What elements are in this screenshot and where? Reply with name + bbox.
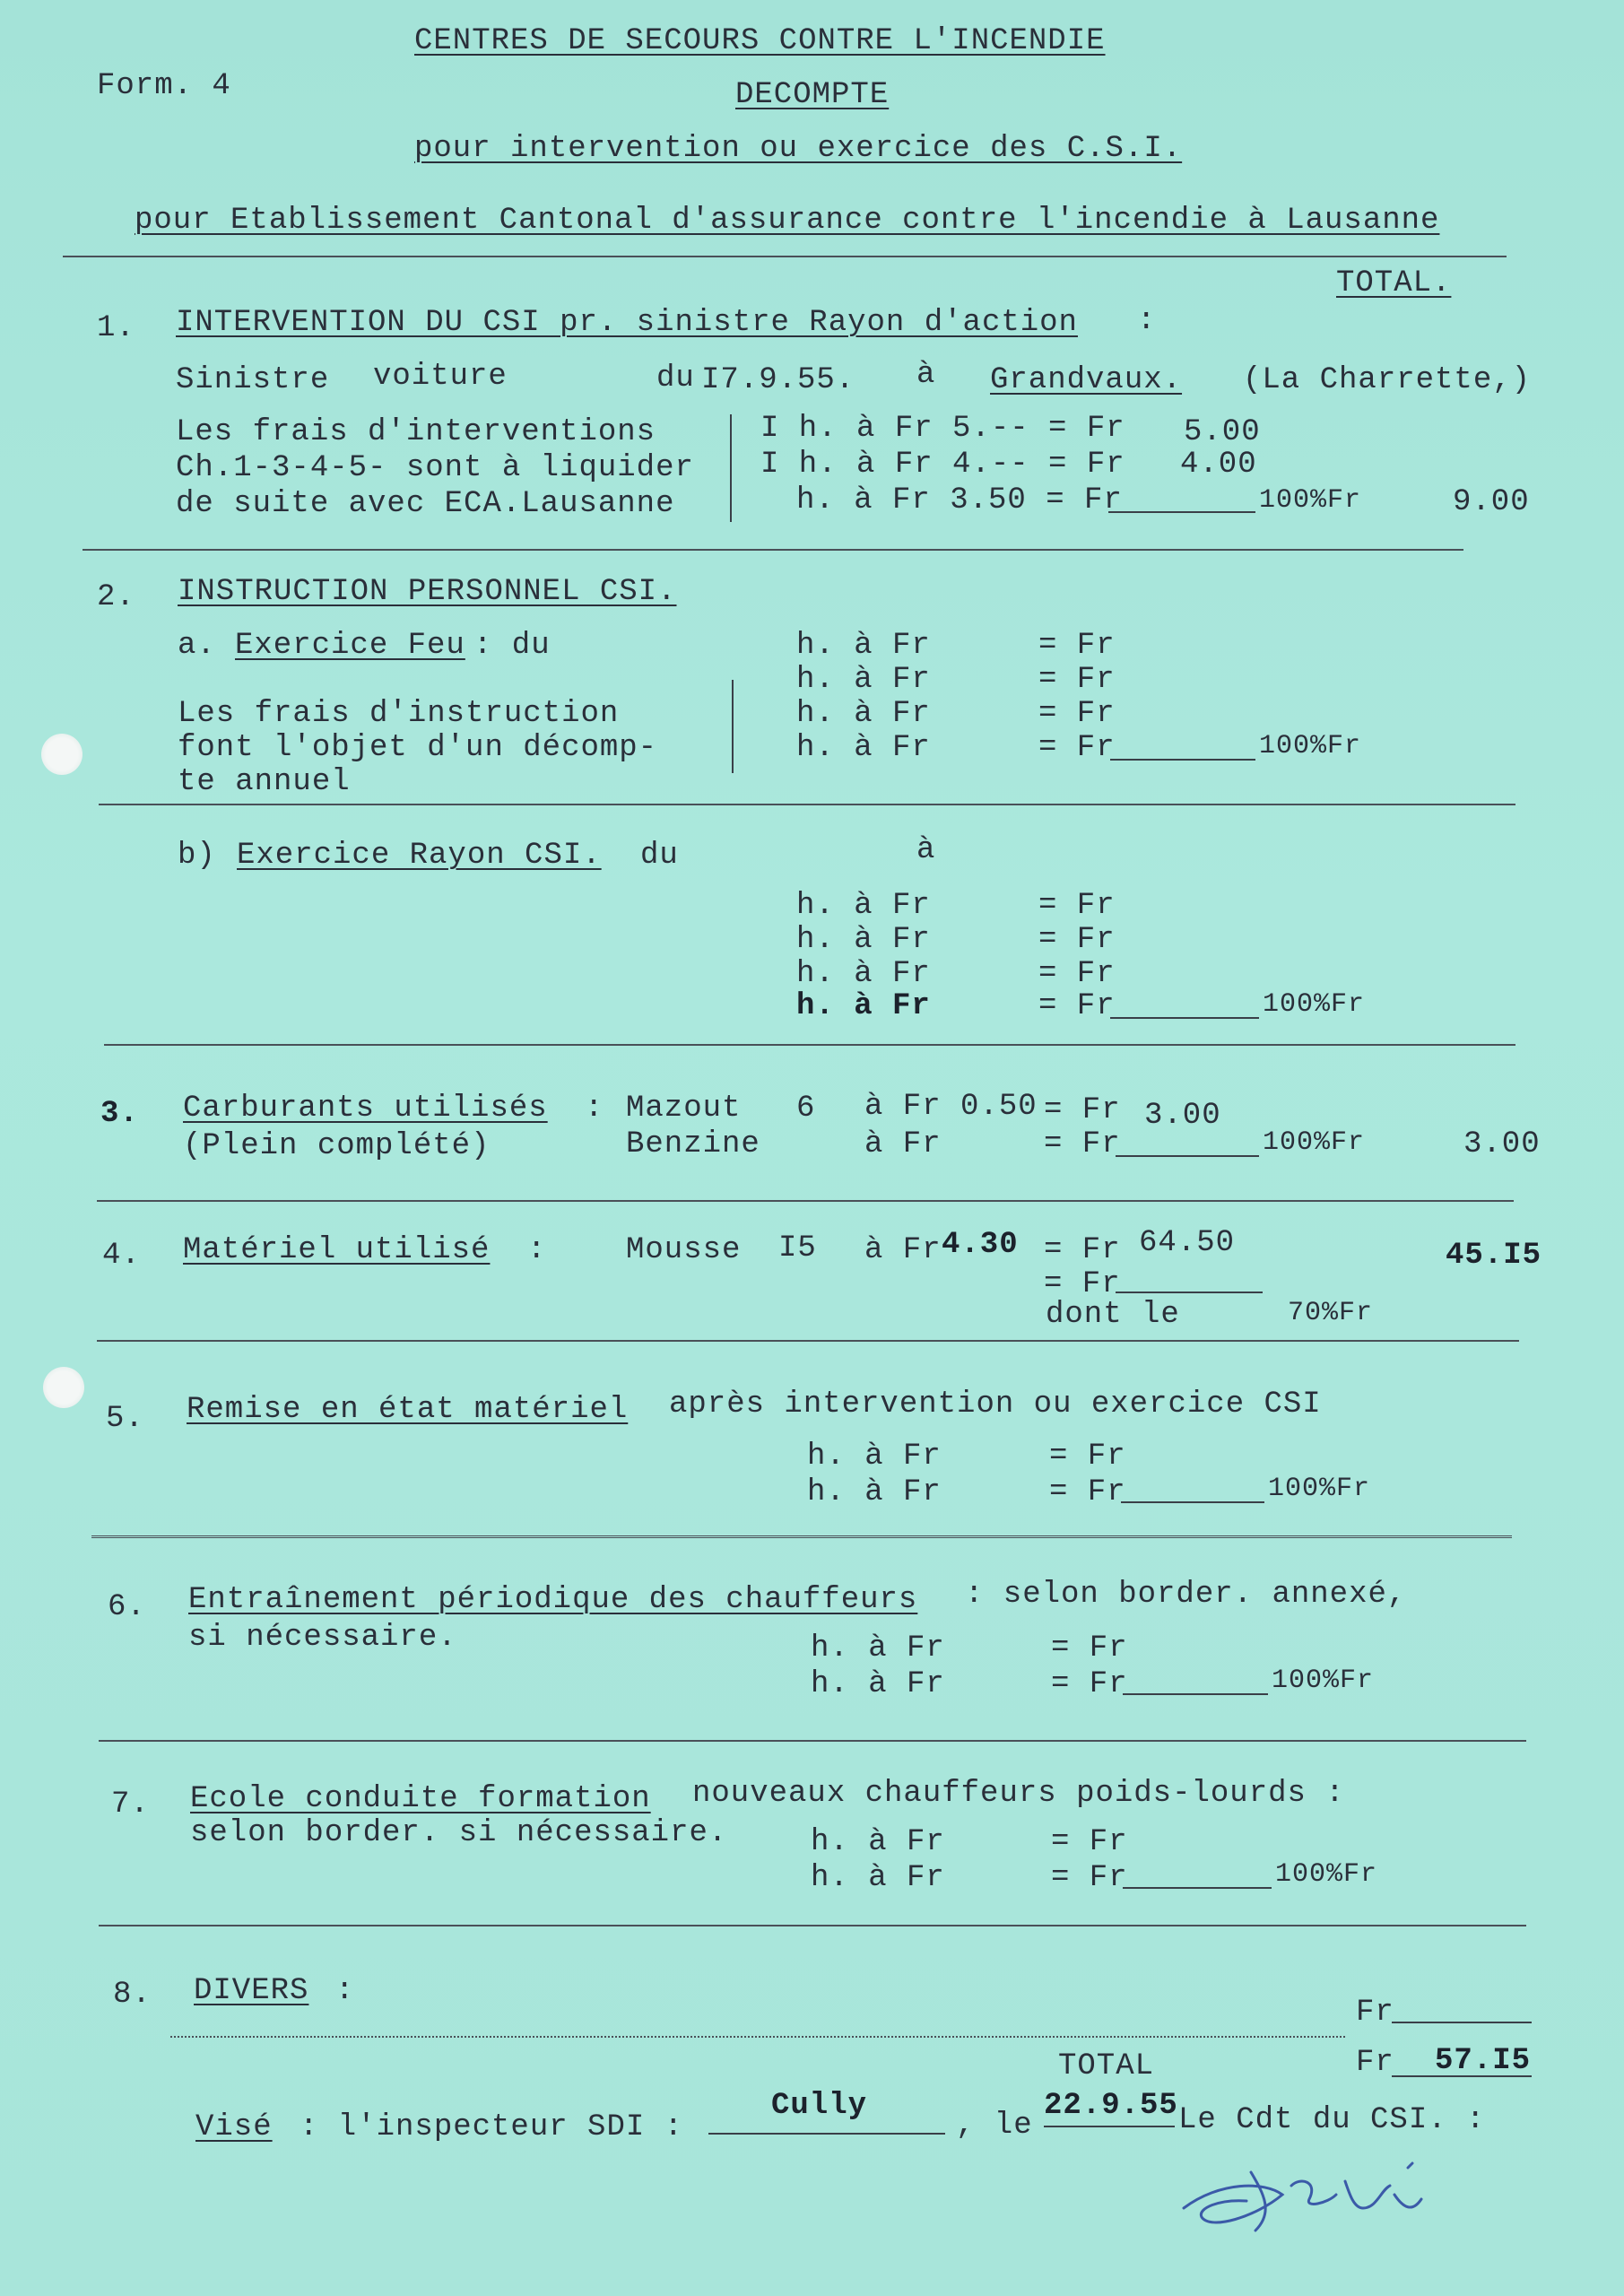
- rule: [99, 1740, 1526, 1742]
- divers-fr: Fr: [1356, 1996, 1394, 2030]
- s2b-a: à: [916, 833, 936, 867]
- s3-total: 3.00: [1463, 1127, 1541, 1161]
- amount-blank: [1116, 1292, 1263, 1293]
- section-7-heading: Ecole conduite formation: [190, 1782, 651, 1816]
- amount-blank: [1123, 1693, 1268, 1695]
- commander-signature: [1166, 2145, 1453, 2244]
- section-4-heading: Matériel utilisé: [183, 1233, 491, 1267]
- material-eq: = Fr: [1044, 1233, 1121, 1267]
- section-3-sub: (Plein complété): [183, 1129, 491, 1163]
- sign-place: Cully: [771, 2089, 868, 2123]
- s5-row2: h. à Fr: [807, 1475, 942, 1509]
- s2a-du: : du: [473, 629, 551, 663]
- section-7-rest: nouveaux chauffeurs poids-lourds :: [692, 1777, 1345, 1811]
- s2b-row1-eq: = Fr: [1038, 889, 1116, 923]
- s1-row3-label: h. à Fr 3.50 = Fr: [796, 483, 1123, 517]
- s2a-row2: h. à Fr: [796, 663, 931, 697]
- s1-row2-value: 4.00: [1180, 448, 1257, 482]
- s7-row1: h. à Fr: [811, 1825, 945, 1859]
- material-eq2: = Fr: [1044, 1267, 1121, 1301]
- material-rate-prefix: à Fr: [864, 1233, 942, 1267]
- section-2-number: 2.: [97, 580, 135, 614]
- rule: [91, 1535, 1512, 1541]
- rule: [63, 256, 1507, 257]
- s6-row2-eq: = Fr: [1051, 1667, 1128, 1701]
- s2a-pct: 100%Fr: [1259, 731, 1362, 761]
- sign-date: 22.9.55: [1044, 2089, 1178, 2123]
- section-6-rest: : selon border. annexé,: [965, 1578, 1407, 1612]
- column-divider: [732, 680, 734, 773]
- s2a-label: a.: [178, 629, 216, 663]
- date-blank: [1044, 2126, 1175, 2127]
- sinistre-type: voiture: [373, 360, 508, 394]
- rule: [97, 1340, 1519, 1342]
- section-8-heading: DIVERS: [194, 1974, 309, 2008]
- s7-pct: 100%Fr: [1275, 1859, 1378, 1890]
- s1-total: 9.00: [1453, 485, 1530, 519]
- benzine-rate: à Fr: [864, 1127, 942, 1161]
- s2b-heading: Exercice Rayon CSI.: [237, 839, 602, 873]
- section-1-heading: INTERVENTION DU CSI pr. sinistre Rayon d'action: [176, 306, 1078, 340]
- section-8-number: 8.: [113, 1978, 152, 2012]
- material-value: 64.50: [1139, 1226, 1236, 1260]
- s2b-row4-eq: = Fr: [1038, 989, 1116, 1023]
- amount-blank: [1110, 1017, 1259, 1019]
- section-6-heading: Entraînement périodique des chauffeurs: [188, 1583, 918, 1617]
- s2b-du: du: [640, 839, 679, 873]
- s2b-row1: h. à Fr: [796, 889, 931, 923]
- sinistre-place: Grandvaux.: [990, 363, 1183, 397]
- sinistre-label: Sinistre: [176, 363, 330, 397]
- s2b-row4: h. à Fr: [796, 989, 931, 1023]
- s2-note-line1: Les frais d'instruction: [178, 697, 620, 731]
- grand-total-value: 57.I5: [1435, 2044, 1532, 2078]
- s2-note-line3: te annuel: [178, 765, 351, 799]
- form-institution: pour Etablissement Cantonal d'assurance contre l'incendie à Lausanne: [135, 204, 1440, 238]
- dont-le-label: dont le: [1046, 1298, 1180, 1332]
- sinistre-place-detail: (La Charrette,): [1243, 363, 1532, 397]
- column-divider: [730, 414, 732, 522]
- s6-row2: h. à Fr: [811, 1667, 945, 1701]
- s5-row1: h. à Fr: [807, 1439, 942, 1474]
- grand-total-label: TOTAL: [1058, 2049, 1155, 2083]
- section-2-heading: INSTRUCTION PERSONNEL CSI.: [178, 575, 677, 609]
- s1-note-line3: de suite avec ECA.Lausanne: [176, 487, 675, 521]
- amount-blank: [1123, 1887, 1272, 1889]
- s7-row1-eq: = Fr: [1051, 1825, 1128, 1859]
- mazout-rate: à Fr 0.50: [864, 1090, 1038, 1124]
- punch-hole: [43, 1367, 84, 1408]
- amount-blank: [1121, 1501, 1264, 1503]
- mazout-eq: = Fr: [1044, 1093, 1121, 1127]
- rule: [99, 804, 1515, 805]
- s2a-row4: h. à Fr: [796, 731, 931, 765]
- rule: [104, 1044, 1515, 1046]
- date-du-label: du: [656, 361, 695, 396]
- s2a-row2-eq: = Fr: [1038, 663, 1116, 697]
- s6-row1: h. à Fr: [811, 1631, 945, 1665]
- s6-pct: 100%Fr: [1272, 1665, 1375, 1696]
- section-7-line2: selon border. si nécessaire.: [190, 1816, 728, 1850]
- s7-row2: h. à Fr: [811, 1861, 945, 1895]
- total-column-label: TOTAL.: [1336, 266, 1452, 300]
- vise-label: Visé: [195, 2110, 273, 2144]
- section-5-rest: après intervention ou exercice CSI: [669, 1387, 1322, 1422]
- amount-blank: [1392, 2075, 1532, 2077]
- s2a-row3: h. à Fr: [796, 697, 931, 731]
- amount-blank: [1110, 759, 1255, 761]
- section-5-heading: Remise en état matériel: [187, 1393, 629, 1427]
- s5-pct: 100%Fr: [1268, 1474, 1371, 1504]
- s2b-row2: h. à Fr: [796, 923, 931, 957]
- s2a-heading: Exercice Feu: [235, 629, 465, 663]
- mazout-label: Mazout: [626, 1091, 742, 1126]
- s2a-row4-eq: = Fr: [1038, 731, 1116, 765]
- section-6-number: 6.: [108, 1590, 146, 1624]
- s5-row2-eq: = Fr: [1049, 1475, 1126, 1509]
- grand-total-fr: Fr: [1356, 2046, 1394, 2080]
- le-label: , le: [956, 2109, 1033, 2143]
- place-a-label: à: [916, 358, 936, 392]
- mazout-value: 3.00: [1144, 1099, 1221, 1133]
- s1-note-line1: Les frais d'interventions: [176, 415, 656, 449]
- s1-row2-label: I h. à Fr 4.-- = Fr: [760, 448, 1125, 482]
- benzine-label: Benzine: [626, 1127, 760, 1161]
- amount-blank: [1392, 2022, 1532, 2023]
- section-3-colon: :: [585, 1091, 604, 1126]
- section-3-number: 3.: [100, 1097, 139, 1131]
- amount-blank: [1116, 1155, 1259, 1157]
- material-rate: 4.30: [942, 1228, 1019, 1262]
- amount-blank: [1108, 511, 1255, 513]
- rule: [97, 1200, 1514, 1202]
- s2b-row3: h. à Fr: [796, 957, 931, 991]
- s5-row1-eq: = Fr: [1049, 1439, 1126, 1474]
- s2b-row2-eq: = Fr: [1038, 923, 1116, 957]
- s1-pct: 100%Fr: [1259, 485, 1362, 516]
- s2a-row1: h. à Fr: [796, 629, 931, 663]
- rule: [83, 549, 1463, 551]
- form-subtitle: DECOMPTE: [735, 78, 890, 112]
- rule: [99, 1925, 1526, 1926]
- s2a-row3-eq: = Fr: [1038, 697, 1116, 731]
- place-blank: [708, 2133, 945, 2135]
- section-4-number: 4.: [102, 1239, 141, 1273]
- form-purpose: pour intervention ou exercice des C.S.I.: [414, 132, 1183, 166]
- s1-row1-value: 5.00: [1184, 415, 1261, 449]
- cdt-label: Le Cdt du CSI. :: [1178, 2103, 1486, 2137]
- material-qty: I5: [778, 1231, 817, 1265]
- s2b-row3-eq: = Fr: [1038, 957, 1116, 991]
- s7-row2-eq: = Fr: [1051, 1861, 1128, 1895]
- s1-row1-label: I h. à Fr 5.-- = Fr: [760, 412, 1125, 446]
- punch-hole: [41, 734, 83, 775]
- mazout-qty: 6: [796, 1091, 816, 1126]
- section-8-colon: :: [335, 1974, 355, 2008]
- section-6-line2: si nécessaire.: [188, 1621, 457, 1655]
- s4-total: 45.I5: [1446, 1239, 1542, 1273]
- section-1-colon: :: [1137, 304, 1157, 338]
- vise-rest: : l'inspecteur SDI :: [300, 2110, 684, 2144]
- benzine-eq: = Fr: [1044, 1127, 1121, 1161]
- s2b-label: b): [178, 839, 216, 873]
- section-1-number: 1.: [97, 311, 135, 345]
- s2-note-line2: font l'objet d'un décomp-: [178, 731, 658, 765]
- form-title: CENTRES DE SECOURS CONTRE L'INCENDIE: [414, 24, 1106, 58]
- s2b-pct: 100%Fr: [1263, 989, 1366, 1020]
- s4-pct: 70%Fr: [1288, 1298, 1374, 1328]
- section-4-colon: :: [527, 1233, 547, 1267]
- form-number: Form. 4: [97, 69, 231, 103]
- section-3-heading: Carburants utilisés: [183, 1091, 548, 1126]
- s2a-row1-eq: = Fr: [1038, 629, 1116, 663]
- section-5-number: 5.: [106, 1402, 144, 1436]
- s6-row1-eq: = Fr: [1051, 1631, 1128, 1665]
- s3-pct: 100%Fr: [1263, 1127, 1366, 1158]
- material-item: Mousse: [626, 1233, 742, 1267]
- sinistre-date: I7.9.55.: [701, 363, 855, 397]
- s1-note-line2: Ch.1-3-4-5- sont à liquider: [176, 451, 694, 485]
- section-7-number: 7.: [111, 1787, 150, 1822]
- divers-line: [170, 2036, 1345, 2038]
